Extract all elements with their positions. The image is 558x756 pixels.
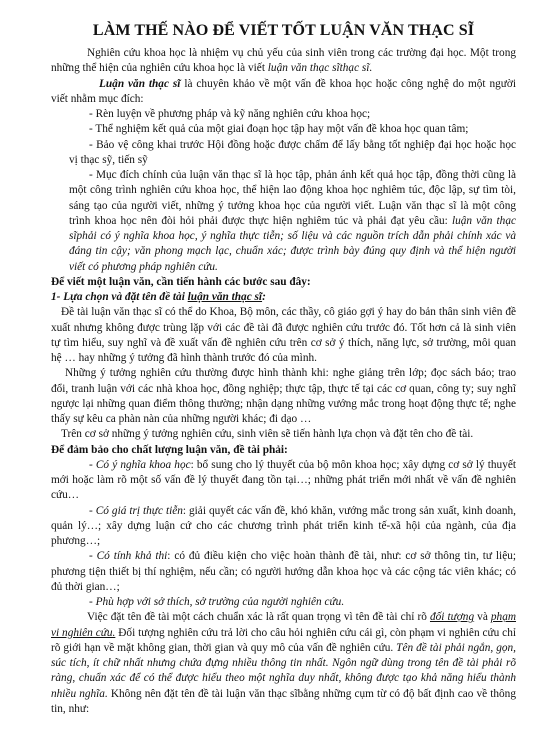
purpose-item-1: - Rèn luyện về phương pháp và kỹ năng nghiên cứu khoa học;	[89, 108, 371, 120]
intro-paragraph: Nghiên cứu khoa học là nhiệm vụ chủ yếu của sinh viên trong các trường đại học. Một trong những thể hiện của nghiên cứu khoa học là viết luận văn thạc sĩthạc sĩ.	[51, 47, 516, 75]
quality-heading: Để đảm bảo cho chất lượng luận văn, đề tài phải:	[51, 443, 288, 456]
criterion-practical: - Có giá trị thực tiễn: giải quyết các vấn đề, khó khăn, vướng mắc trong sản xuất, kinh doanh, quản lý…; xây dựng luận cứ cho các chương trình phát triển kinh tế-xã hội của ngành, của địa phương…;	[51, 504, 516, 547]
steps-heading: Để viết một luận văn, cần tiến hành các bước sau đây:	[51, 275, 311, 288]
purpose-item-3: - Bảo vệ công khai trước Hội đồng hoặc được chấm để lấy bằng tốt nghiệp đại học hoặc học vị thạc sỹ, tiến sỹ	[69, 138, 516, 166]
ideas-paragraph: Những ý tưởng nghiên cứu thường được hình thành khi: nghe giảng trên lớp; đọc sách báo; trao đổi, tranh luận với các nhà khoa học, đồng nghiệp; thực tập, thực tế tại các cơ quan, công ty; suy nghĩ ngược lại những quan điểm thông thường; nhận dạng những vướng mắc trong hoạt động thực tế; nghe thấy sự kêu ca phàn nàn của những người khác; đi dạo …	[51, 367, 516, 425]
definition-paragraph: Luận văn thạc sĩ là chuyên khảo về một vấn đề khoa học hoặc công nghệ do một người viết nhằm mục đích:	[51, 77, 516, 105]
document-title: LÀM THẾ NÀO ĐỂ VIẾT TỐT LUẬN VĂN THẠC SĨ	[92, 22, 475, 39]
main-purpose-paragraph: - Mục đích chính của luận văn thạc sĩ là học tập, phản ánh kết quả học tập, đồng thời cũng là một công trình nghiên cứu khoa học, thể hiện lao động khoa học nghiêm túc, độc lập, sự tìm tòi, sáng tạo của người viết, những ý tưởng khoa học của người viết. Luận văn thạc sĩ là một công trình khoa học nên đòi hỏi phải được thực hiện nghiêm túc và phải đạt yêu cầu: luận văn thạc sĩphải có ý nghĩa khoa học, ý nghĩa thực tiễn; số liệu và các nguồn trích dẫn phải chính xác và đáng tin cậy; văn phong mạch lạc, chuẩn xác; được trình bày đúng quy định và thể hiện người viết có phương pháp nghiên cứu.	[69, 169, 516, 273]
purpose-item-2: - Thể nghiệm kết quả của một giai đoạn học tập hay một vấn đề khoa học quan tâm;	[89, 123, 469, 136]
topic-selection-paragraph: Trên cơ sở những ý tưởng nghiên cứu, sinh viên sẽ tiến hành lựa chọn và đặt tên cho đề tài.	[61, 428, 474, 441]
step-1-heading: 1- Lựa chọn và đặt tên đề tài luận văn thạc sĩ:	[51, 291, 266, 303]
topic-source-paragraph: Đề tài luận văn thạc sĩ có thể do Khoa, Bộ môn, các thầy, cô giáo gợi ý hay do bản thân sinh viên đề xuất nhưng không được trùng lặp với các đề tài đã được nghiên cứu trước đó. Tốt hơn cả là sinh viên tự tìm hiểu, suy nghĩ và đề xuất vấn đề nghiên cứu trên cơ sở ý thích, năng lực, sở trường, môi quan hệ … hay những ý tưởng đã hình thành trước đó của mình.	[51, 306, 516, 364]
criterion-scientific: - Có ý nghĩa khoa học: bổ sung cho lý thuyết của bộ môn khoa học; xây dựng cơ sở lý thuyết mới hoặc làm rõ một số vấn đề lý thuyết đang tồn tại…; những phát triển mới nhất về vấn đề nghiên cứu…	[51, 458, 516, 502]
criterion-interest: - Phù hợp với sở thích, sở trường của người nghiên cứu.	[89, 596, 345, 608]
naming-paragraph: Việc đặt tên đề tài một cách chuẩn xác là rất quan trọng vì tên đề tài chỉ rõ đối tượng và phạm vi nghiên cứu. Đối tượng nghiên cứu trả lời cho câu hỏi nghiên cứu cái gì, còn phạm vi nghiên cứu chỉ rõ giới hạn về mặt không gian, thời gian và quy mô của vấn đề nghiên cứu. Tên đề tài phải ngắn, gọn, súc tích, ít chữ nhất nhưng chứa đựng nhiều thông tin nhất. Ngôn ngữ dùng trong tên đề tài phải rõ ràng, chuẩn xác để có thể được hiểu theo một nghĩa duy nhất, không được tạo khả năng hiểu thành nhiều nghĩa. Không nên đặt tên đề tài luận văn thạc sĩbằng những cụm từ có độ bất định cao về thông tin, như:	[51, 611, 517, 715]
criterion-feasible: - Có tính khả thi: có đủ điều kiện cho việc hoàn thành đề tài, như: cơ sở thông tin, tư liệu; phương tiện thiết bị thí nghiệm, nếu cần; có người hướng dẫn khoa học và các cộng tác viên khác; có đủ thời gian…;	[51, 550, 516, 593]
